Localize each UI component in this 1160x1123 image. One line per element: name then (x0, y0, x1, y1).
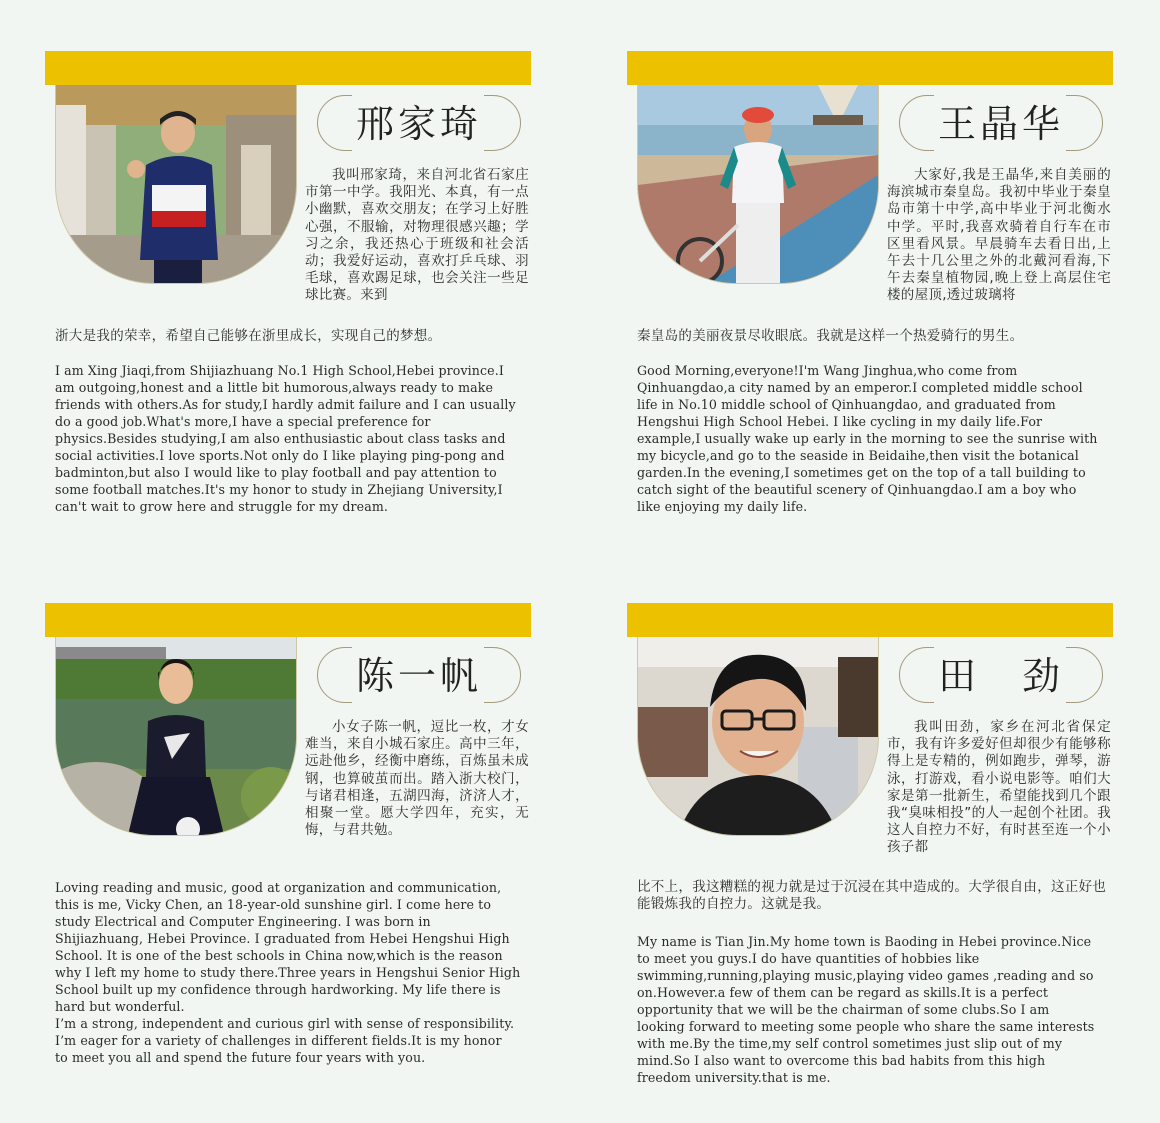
profile-photo (55, 85, 297, 284)
name-frame (317, 647, 521, 703)
profile-card-1 (45, 51, 531, 571)
bio-chinese-full: 秦皇岛的美丽夜景尽收眼底。我就是这样一个热爱骑行的男生。 (637, 328, 1024, 344)
profile-card-4 (627, 603, 1113, 1123)
profile-photo (637, 85, 879, 284)
header-bar (45, 51, 531, 85)
bio-chinese-full: 浙大是我的荣幸，希望自己能够在浙里成长，实现自己的梦想。 (55, 328, 442, 344)
profile-photo (55, 637, 297, 836)
bio-english: Good Morning,everyone!I'm Wang Jinghua,who come from Qinhuangdao,a city named by an emperor.I completed middle school life in No.10 middle school of Qinhuangdao, and graduated from Hengshui High School Hebei. I like cycling in my daily life.For example,I usually wake up early in the morning to see the sunrise with my bicycle,and go to the seaside in Beidaihe,then visit the botanical garden.In the evening,I sometimes get on the top of a tall building to catch sight of the beautiful scenery of Qinhuangdao.I am a boy who like enjoying my daily life. (637, 363, 1098, 514)
profile-name: 邢家琦 (355, 102, 482, 146)
name-frame (899, 647, 1103, 703)
bio-chinese-full: 比不上，我这糟糕的视力就是过于沉浸在其中造成的。大学很自由，这正好也能锻炼我的自控力。这就是我。 (637, 879, 1107, 913)
profile-name: 陈一帆 (355, 654, 482, 698)
profile-photo (637, 637, 879, 836)
profile-name: 王晶华 (937, 102, 1064, 146)
bio-chinese-side: 我叫邢家琦，来自河北省石家庄市第一中学。我阳光、本真，有一点小幽默，喜欢交朋友；在学习上好胜心强，不服输，对物理很感兴趣；学习之余，我还热心于班级和社会活动；我爱好运动，喜欢打乒乓球、羽毛球，喜欢踢足球，也会关注一些足球比赛。来到 (305, 167, 529, 304)
profile-name: 田 劲 (937, 654, 1064, 698)
header-bar (45, 603, 531, 637)
bio-chinese-side: 小女子陈一帆，逗比一枚，才女难当，来自小城石家庄。高中三年，远赴他乡，经衡中磨练，百炼虽未成钢，也算破茧而出。踏入浙大校门，与诸君相逢，五湖四海，济济人才，相聚一堂。愿大学四年，充实，无悔，与君共勉。 (305, 719, 529, 839)
bio-chinese-side: 大家好,我是王晶华,来自美丽的海滨城市秦皇岛。我初中毕业于秦皇岛市第十中学,高中毕业于河北衡水中学。平时,我喜欢骑着自行车在市区里看风景。早晨骑车去看日出,上午去十几公里之外的北戴河看海,下午去秦皇植物园,晚上登上高层住宅楼的屋顶,透过玻璃将 (887, 167, 1111, 304)
name-frame (317, 95, 521, 151)
bio-english: Loving reading and music, good at organization and communication, this is me, Vicky Chen, an 18-year-old sunshine girl. I come here to study Electrical and Computer Engineering. I was born in Shijiazhuang, Hebei Province. I graduated from Hebei Hengshui High School. It is one of the best schools in China now,which is the reason why I left my home to study there.Three years in Hengshui Senior High School built up my confidence through hardworking. My life there is hard but wonderful. I’m a strong, independent and curious girl with sense of responsibility. I’m eager for a variety of challenges in different fields.It is my honor to meet you all and spend the future four years with you. (55, 880, 521, 1065)
profile-card-3 (45, 603, 531, 1123)
profile-card-2 (627, 51, 1113, 571)
header-bar (627, 603, 1113, 637)
header-bar (627, 51, 1113, 85)
bio-chinese-side: 我叫田劲，家乡在河北省保定市，我有许多爱好但却很少有能够称得上是专精的，例如跑步，弹琴，游泳，打游戏，看小说电影等。咱们大家是第一批新生，希望能找到几个跟我“臭味相投”的人一起创个社团。我这人自控力不好，有时甚至连一个小孩子都 (887, 719, 1111, 856)
bio-english: My name is Tian Jin.My home town is Baoding in Hebei province.Nice to meet you guys.I do have quantities of hobbies like swimming,running,playing music,playing video games ,reading and so on.However.a few of them can be regard as skills.It is a perfect opportunity that we will be the chairman of some clubs.So I am looking forward to meeting some people who share the same interests with me.By the time,my self control sometimes just slip out of my mind.So I also want to overcome this bad habits from this high freedom university.that is me. (637, 934, 1095, 1085)
name-frame (899, 95, 1103, 151)
bio-english: I am Xing Jiaqi,from Shijiazhuang No.1 High School,Hebei province.I am outgoing,honest and a little bit humorous,always ready to make friends with others.As for study,I hardly admit failure and I can usually do a good job.What's more,I have a special preference for physics.Besides studying,I am also enthusiastic about class tasks and social activities.I love sports.Not only do I like playing ping-pong and badminton,but also I would like to play football and pay attention to some football matches.It's my honor to study in Zhejiang University,I can't wait to grow here and struggle for my dream. (55, 363, 516, 514)
